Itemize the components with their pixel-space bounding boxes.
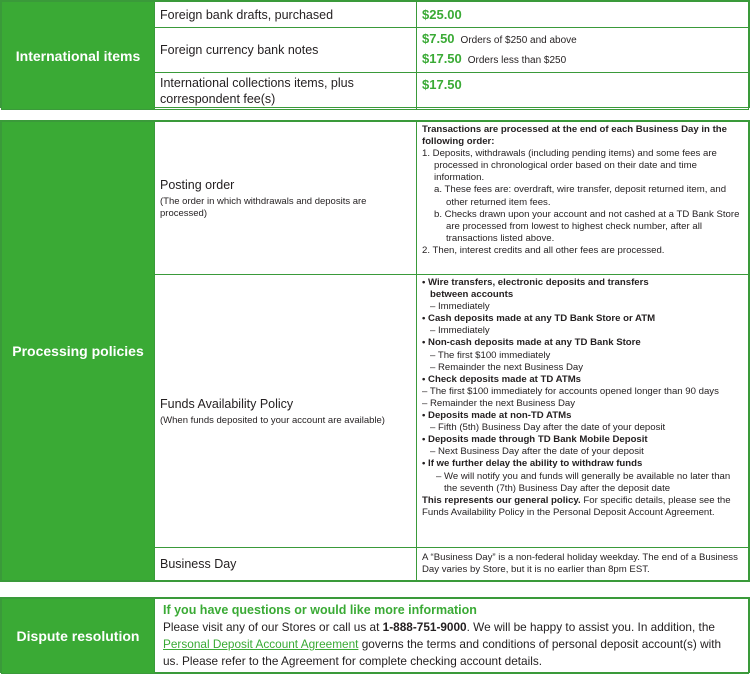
funds-entry bbox=[422, 277, 743, 313]
funds-entry bbox=[422, 313, 743, 337]
intl-item-currency-notes: Foreign currency bank notes bbox=[155, 28, 417, 73]
funds-availability-details bbox=[417, 275, 749, 548]
processing-policies-label: Processing policies bbox=[2, 122, 155, 581]
funds-policy-note bbox=[422, 495, 743, 519]
posting-step-1b: b. Checks drawn upon your account and not cashed at a TD Bank Store are processed from lowest to highest check number, after all transactions listed above. bbox=[434, 208, 740, 244]
funds-entry bbox=[422, 337, 743, 373]
dispute-text-2: . We will be happy to assist you. In addition, the bbox=[466, 620, 715, 634]
posting-step-1: 1. Deposits, withdrawals (including pending items) and some fees are processed in chronological order based on their date and time information. bbox=[422, 148, 717, 184]
posting-order-subtitle: (The order in which withdrawals and deposits are processed) bbox=[160, 195, 367, 219]
funds-availability-subtitle: (When funds deposited to your account are available) bbox=[160, 414, 385, 426]
posting-order-cell bbox=[155, 122, 417, 275]
funds-entry bbox=[422, 374, 743, 410]
funds-entry-head: • Check deposits made at TD ATMs bbox=[422, 373, 582, 385]
dispute-body bbox=[163, 619, 740, 670]
funds-entry-head: • If we further delay the ability to withdraw funds bbox=[422, 458, 643, 470]
funds-policy-bold: This represents our general policy. bbox=[422, 494, 581, 506]
posting-step-2: 2. Then, interest credits and all other fees are processed. bbox=[422, 244, 665, 256]
funds-entry bbox=[422, 410, 743, 434]
funds-entry-head: • Deposits made at non-TD ATMs bbox=[422, 410, 572, 422]
funds-entry-head: • Wire transfers, electronic deposits and transfers bbox=[422, 277, 649, 288]
funds-entry bbox=[422, 458, 743, 494]
dispute-resolution-content bbox=[155, 599, 749, 674]
posting-order-title: Posting order bbox=[160, 177, 235, 192]
fee-note: Orders less than $250 bbox=[467, 55, 567, 66]
business-day-text: A “Business Day” is a non-federal holiday weekday. The end of a Business Day varies by Store, but it is no earlier than 8pm EST. bbox=[417, 548, 749, 581]
funds-entry-line: – Immediately bbox=[430, 301, 490, 313]
intl-fee-currency-notes bbox=[417, 28, 749, 73]
phone-number: 1-888-751-9000 bbox=[382, 620, 467, 634]
funds-entry-head-cont: between accounts bbox=[430, 289, 514, 301]
international-items-label: International items bbox=[2, 2, 155, 110]
intl-item-bank-drafts: Foreign bank drafts, purchased bbox=[155, 2, 417, 28]
funds-entry-head: • Non-cash deposits made at any TD Bank Store bbox=[422, 337, 641, 349]
fee-note: Orders of $250 and above bbox=[460, 35, 577, 46]
intl-fee-bank-drafts bbox=[417, 2, 749, 28]
funds-entry-head: • Cash deposits made at any TD Bank Store or ATM bbox=[422, 313, 656, 325]
funds-entry-line: – Remainder the next Business Day bbox=[430, 361, 584, 373]
funds-entry-line: – The first $100 immediately for accounts opened longer than 90 days bbox=[422, 385, 719, 397]
fee-amount: $17.50 bbox=[422, 77, 462, 92]
posting-intro: Transactions are processed at the end of each Business Day in the following order: bbox=[422, 124, 727, 148]
posting-order-details bbox=[417, 122, 749, 275]
funds-entry-line: – The first $100 immediately bbox=[430, 349, 551, 361]
funds-entry-line: – Remainder the next Business Day bbox=[422, 397, 576, 409]
funds-entry-line: – Next Business Day after the date of your deposit bbox=[430, 446, 644, 458]
funds-entry bbox=[422, 434, 743, 458]
funds-entry-head: • Deposits made through TD Bank Mobile Deposit bbox=[422, 434, 648, 446]
posting-step-1a: a. These fees are: overdraft, wire transfer, deposit returned item, and other returned item fees. bbox=[434, 184, 727, 208]
dispute-resolution-label: Dispute resolution bbox=[2, 599, 155, 674]
processing-policies-section bbox=[0, 120, 750, 582]
business-day-title: Business Day bbox=[155, 548, 417, 581]
dispute-heading: If you have questions or would like more information bbox=[163, 603, 477, 617]
funds-entry-line: – Fifth (5th) Business Day after the date of your deposit bbox=[430, 422, 666, 434]
funds-policy-rest: For specific details, please see the Funds Availability Policy in the Personal Deposit Account Agreement. bbox=[422, 494, 731, 518]
funds-entry-line: – Immediately bbox=[430, 325, 490, 337]
fee-amount: $7.50 bbox=[422, 31, 455, 46]
agreement-link[interactable]: Personal Deposit Account Agreement bbox=[163, 637, 359, 651]
funds-availability-cell bbox=[155, 275, 417, 548]
dispute-text-1: Please visit any of our Stores or call us at bbox=[163, 620, 383, 634]
dispute-text-3: governs the terms and conditions of personal deposit account(s) with us. Please refer to the Agreement for complete checking account details. bbox=[163, 637, 722, 668]
dispute-resolution-section bbox=[0, 597, 750, 673]
international-items-section bbox=[0, 0, 750, 108]
intl-fee-collections bbox=[417, 73, 749, 110]
funds-entry-line: – We will notify you and funds will generally be available no later than the seventh (7th) Business Day after the deposit date bbox=[436, 470, 731, 494]
intl-item-collections: International collections items, plus correspondent fee(s) bbox=[155, 73, 417, 110]
fee-amount: $17.50 bbox=[422, 51, 462, 66]
fee-amount: $25.00 bbox=[422, 6, 462, 22]
funds-availability-title: Funds Availability Policy bbox=[160, 396, 294, 411]
